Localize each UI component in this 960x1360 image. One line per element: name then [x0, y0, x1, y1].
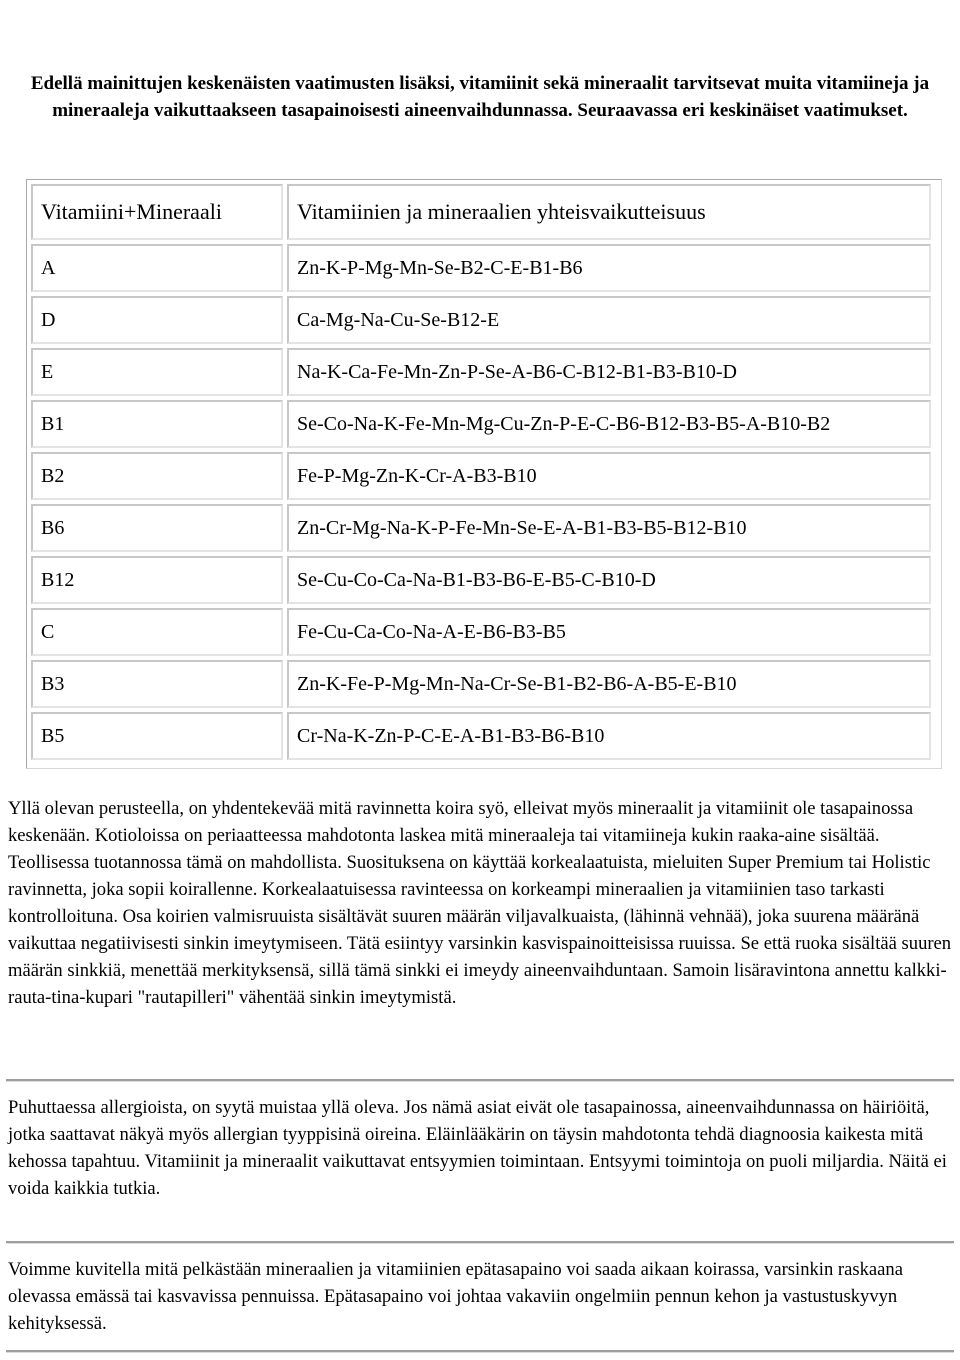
table-row — [31, 400, 931, 448]
interaction-table-frame — [26, 179, 942, 769]
paragraph-nutrition-balance: Yllä olevan perusteella, on yhdentekevää mitä ravinnetta koira syö, elleivat myös mineraalit ja vitamiinit ole tasapainossa keskenään. Kotioloissa on periaatteessa mahdotonta laskea mitä mineraaleja tai vitamiineja kukin raaka-aine sisältää. Teollisessa tuotannossa tämä on mahdollista. Suosituksena on käyttää korkealaatuista, mieluiten Super Premium tai Holistic ravinnetta, joka sopii koirallenne. Korkealaatuisessa ravinteessa on korkeampi mineraalien ja vitamiinien taso tarkasti kontrolloituna. Osa koirien valmisruuista sisältävät suuren määrän viljavalkuaista, (lähinnä vehnää), joka suurena määränä vaikuttaa negatiivisesti sinkin imeytymiseen. Tätä esiintyy varsinkin kasvispainoitteisissa ruuissa. Se että ruoka sisältää suuren määrän sinkkiä, menettää merkityksensä, sillä tämä sinkki ei imeydy aineenvaihduntaan. Samoin lisäravintona annettu kalkki-rauta-tina-kupari "rautapilleri" vähentää sinkin imeytymistä. — [8, 798, 952, 1008]
table-row — [31, 452, 931, 500]
row-value-cell: Zn-K-Fe-P-Mg-Mn-Na-Cr-Se-B1-B2-B6-A-B5-E-B10 — [287, 660, 931, 708]
row-value-cell: Fe-Cu-Ca-Co-Na-A-E-B6-B3-B5 — [287, 608, 931, 656]
row-value-cell: Na-K-Ca-Fe-Mn-Zn-P-Se-A-B6-C-B12-B1-B3-B10-D — [287, 348, 931, 396]
table-row — [31, 608, 931, 656]
row-key-cell: B12 — [31, 556, 283, 604]
row-key-cell: B3 — [31, 660, 283, 708]
row-value-cell: Se-Cu-Co-Ca-Na-B1-B3-B6-E-B5-C-B10-D — [287, 556, 931, 604]
table-row — [31, 712, 931, 760]
table-row — [31, 556, 931, 604]
column-header-interactions: Vitamiinien ja mineraalien yhteisvaikutteisuus — [287, 184, 931, 240]
row-value-cell: Cr-Na-K-Zn-P-C-E-A-B1-B3-B6-B10 — [287, 712, 931, 760]
row-key-cell: E — [31, 348, 283, 396]
table-row — [31, 504, 931, 552]
table-header-row — [31, 184, 931, 240]
row-value-cell: Fe-P-Mg-Zn-K-Cr-A-B3-B10 — [287, 452, 931, 500]
horizontal-divider — [6, 1350, 954, 1353]
horizontal-divider — [6, 1079, 954, 1082]
row-value-cell: Ca-Mg-Na-Cu-Se-B12-E — [287, 296, 931, 344]
table-row — [31, 244, 931, 292]
column-header-vitamin-mineral: Vitamiini+Mineraali — [31, 184, 283, 240]
paragraph-puppies: Voimme kuvitella mitä pelkästään mineraalien ja vitamiinien epätasapaino voi saada aikaan koirassa, varsinkin raskaana olevassa emässä tai kasvavissa pennuissa. Epätasapaino voi johtaa vakaviin ongelmiin pennun kehon ja vastustuskyvyn kehityksessä. — [8, 1259, 903, 1334]
row-key-cell: B5 — [31, 712, 283, 760]
row-value-cell: Zn-Cr-Mg-Na-K-P-Fe-Mn-Se-E-A-B1-B3-B5-B12-B10 — [287, 504, 931, 552]
row-key-cell: A — [31, 244, 283, 292]
row-key-cell: B1 — [31, 400, 283, 448]
table-row — [31, 348, 931, 396]
row-key-cell: D — [31, 296, 283, 344]
table-row — [31, 660, 931, 708]
row-key-cell: B2 — [31, 452, 283, 500]
vitamin-mineral-table — [27, 180, 935, 764]
horizontal-divider — [6, 1241, 954, 1244]
paragraph-allergies: Puhuttaessa allergioista, on syytä muistaa yllä oleva. Jos nämä asiat eivät ole tasapainossa, aineenvaihdunnassa on häiriöitä, jotka saattavat näkyä myös allergian tyyppisinä oireina. Eläinlääkärin on täysin mahdotonta tehdä diagnoosia kaikesta mitä kehossa tapahtuu. Vitamiinit ja mineraalit vaikuttavat entsyymien toimintaan. Entsyymi toimintoja on puoli miljardia. Näitä ei voida kaikkia tutkia. — [8, 1097, 947, 1199]
row-key-cell: C — [31, 608, 283, 656]
table-row — [31, 296, 931, 344]
row-key-cell: B6 — [31, 504, 283, 552]
row-value-cell: Se-Co-Na-K-Fe-Mn-Mg-Cu-Zn-P-E-C-B6-B12-B3-B5-A-B10-B2 — [287, 400, 931, 448]
intro-text: Edellä mainittujen keskenäisten vaatimusten lisäksi, vitamiinit sekä mineraalit tarvitsevat muita vitamiineja ja mineraaleja vaikuttaakseen tasapainoisesti aineenvaihdunnassa. Seuraavassa eri keskinäiset vaatimukset. — [30, 73, 930, 121]
row-value-cell: Zn-K-P-Mg-Mn-Se-B2-C-E-B1-B6 — [287, 244, 931, 292]
